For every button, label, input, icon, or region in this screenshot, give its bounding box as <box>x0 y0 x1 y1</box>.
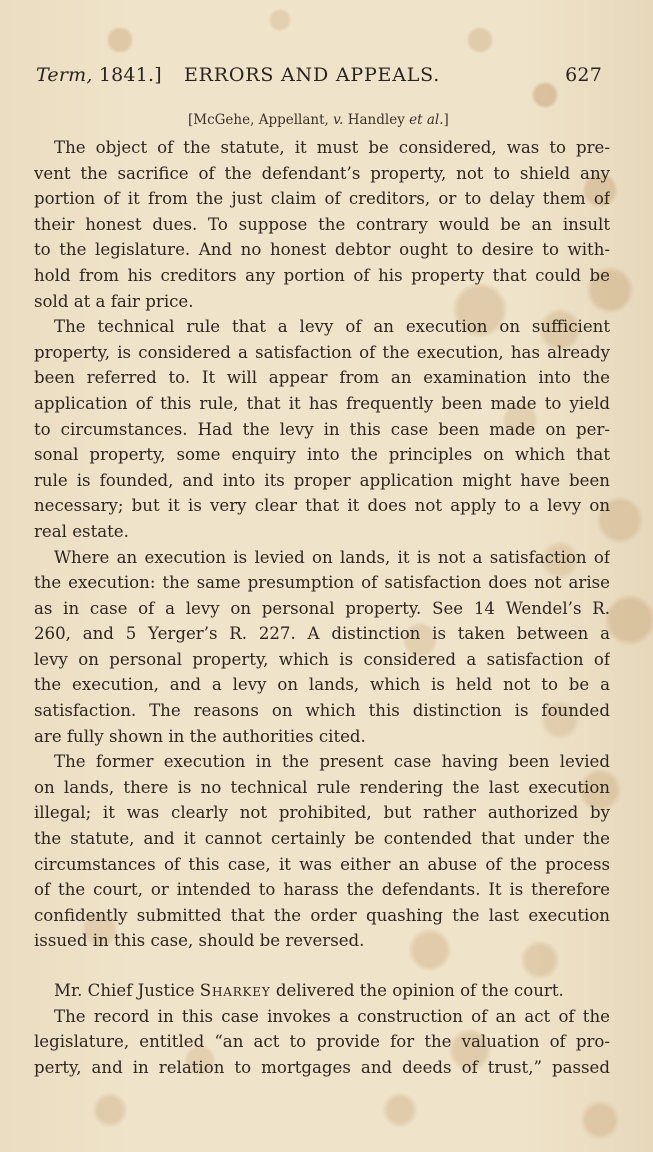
text-line: to circumstances. Had the levy in this case been made on per- <box>34 419 610 439</box>
text-line: hold from his creditors any portion of his property that could be <box>34 265 610 285</box>
opinion-prefix: Mr. Chief Justice <box>54 981 200 1000</box>
text-line: 260, and 5 Yerger’s R. 227. A distinction is taken between a <box>34 624 610 644</box>
paragraph-former-execution <box>34 749 610 954</box>
justice-name: Sharkey <box>199 981 271 1000</box>
text-line: been referred to. It will appear from an examination into the <box>34 368 610 388</box>
caption-open: [McGehe, Appellant, <box>188 112 334 128</box>
text-line: as in case of a levy on personal property. See 14 Wendel’s R. <box>34 598 610 618</box>
caption-versus: v. <box>333 112 344 128</box>
text-line: property, is considered a satisfaction of the execution, has already <box>34 342 610 362</box>
text-line: The former execution in the present case having been levied <box>54 752 610 772</box>
text-line: confidently submitted that the order quashing the last execution <box>34 905 610 925</box>
caption-close: ] <box>443 112 449 128</box>
body-text <box>34 135 610 1080</box>
opinion-suffix: delivered the opinion of the court. <box>270 981 564 1000</box>
text-line: application of this rule, that it has frequently been made to yield <box>34 393 610 413</box>
running-head <box>36 64 602 94</box>
text-line: legislature, entitled “an act to provide for the valuation of pro- <box>34 1032 610 1052</box>
page-number: 627 <box>565 64 602 86</box>
running-head-title: ERRORS AND APPEALS. <box>184 64 441 86</box>
text-line: perty, and in relation to mortgages and deeds of trust,” passed <box>34 1057 610 1077</box>
text-line: of the court, or intended to harass the defendants. It is therefore <box>34 880 610 900</box>
paragraph-technical-rule <box>34 314 610 544</box>
text-line: the execution: the same presumption of satisfaction does not arise <box>34 573 610 593</box>
text-line: real estate. <box>34 521 129 541</box>
text-line: sonal property, some enquiry into the principles on which that <box>34 445 610 465</box>
text-line: circumstances of this case, it was either an abuse of the process <box>34 854 610 874</box>
running-head-term <box>36 64 162 86</box>
text-line: vent the sacrifice of the defendant’s property, not to shield any <box>34 163 610 183</box>
text-line: necessary; but it is very clear that it does not apply to a levy on <box>34 496 610 516</box>
caption-et-al: et al. <box>409 112 444 128</box>
text-line: rule is founded, and into its proper application might have been <box>34 470 610 490</box>
paragraph-statute-object <box>34 135 610 314</box>
text-line: illegal; it was clearly not prohibited, but rather authorized by <box>34 803 610 823</box>
text-line: the statute, and it cannot certainly be contended that under the <box>34 829 610 849</box>
section-gap <box>34 954 610 978</box>
text-line: The record in this case invokes a construction of an act of the <box>54 1006 610 1026</box>
opinion-heading <box>34 978 610 1004</box>
text-line: levy on personal property, which is considered a satisfaction of <box>34 649 610 669</box>
text-line: The technical rule that a levy of an execution on sufficient <box>54 317 610 337</box>
text-line: on lands, there is no technical rule rendering the last execution <box>34 777 610 797</box>
term-word: Term, <box>36 64 93 86</box>
text-line: are fully shown in the authorities cited. <box>34 726 366 746</box>
caption-mid: Handley <box>343 112 410 128</box>
paragraph-opinion-record <box>34 1004 610 1081</box>
text-line: portion of it from the just claim of creditors, or to delay them of <box>34 189 610 209</box>
term-year: 1841.] <box>98 64 162 86</box>
text-line: issued in this case, should be reversed. <box>34 931 365 951</box>
case-caption <box>188 112 449 128</box>
text-line: satisfaction. The reasons on which this distinction is founded <box>34 701 610 721</box>
text-line: the execution, and a levy on lands, which is held not to be a <box>34 675 610 695</box>
text-line: Where an execution is levied on lands, it is not a satisfaction of <box>54 547 610 567</box>
paragraph-levy-on-lands <box>34 545 610 750</box>
text-line: sold at a fair price. <box>34 291 194 311</box>
text-line: The object of the statute, it must be considered, was to pre- <box>54 138 610 157</box>
text-line: their honest dues. To suppose the contrary would be an insult <box>34 214 610 234</box>
text-line: to the legislature. And no honest debtor ought to desire to with- <box>34 240 610 260</box>
